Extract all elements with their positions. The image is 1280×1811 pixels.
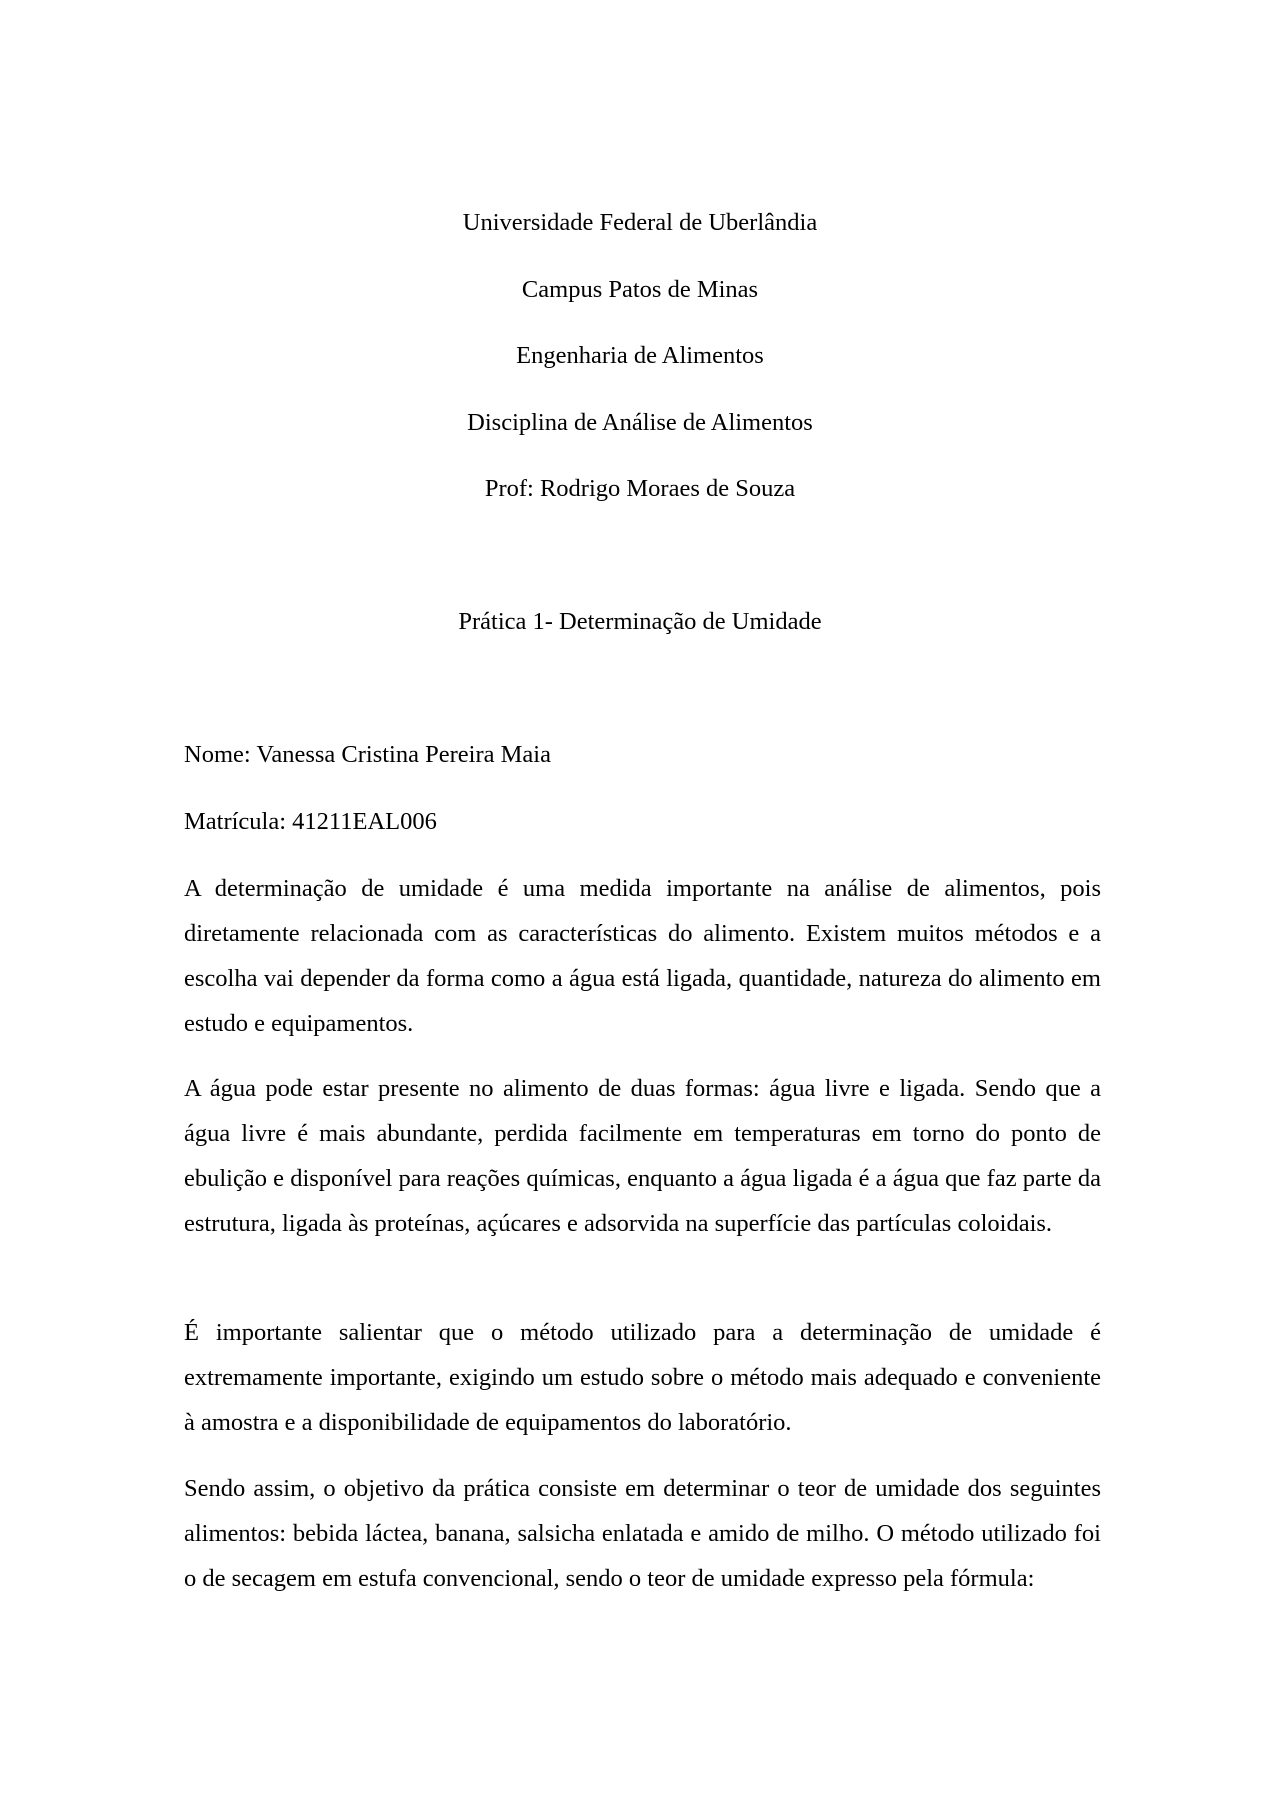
student-registration: Matrícula: 41211EAL006 <box>184 808 437 835</box>
paragraph-objective: Sendo assim, o objetivo da prática consiste em determinar o teor de umidade dos seguintes alimentos: bebida láctea, banana, salsicha enlatada e amido de milho. O método utilizado foi o de secagem em estufa convencional, sendo o teor de umidade expresso pela fórmula: <box>184 1475 1101 1592</box>
paragraph-intro: A determinação de umidade é uma medida importante na análise de alimentos, pois diretamente relacionada com as características do alimento. Existem muitos métodos e a escolha vai depender da forma como a água está ligada, quantidade, natureza do alimento em estudo e equipamentos. <box>184 875 1101 1037</box>
campus-name: Campus Patos de Minas <box>521 276 759 303</box>
paragraph-water-forms: A água pode estar presente no alimento de duas formas: água livre e ligada. Sendo que a água livre é mais abundante, perdida facilmente em temperaturas em torno do ponto de ebulição e disponível para reações químicas, enquanto a água ligada é a água que faz parte da estrutura, ligada às proteínas, açúcares e adsorvida na superfície das partículas coloidais. <box>184 1075 1101 1237</box>
document-title: Prática 1- Determinação de Umidade <box>458 608 822 635</box>
university-name: Universidade Federal de Uberlândia <box>462 209 818 236</box>
professor-name: Prof: Rodrigo Moraes de Souza <box>484 475 796 502</box>
discipline-name: Disciplina de Análise de Alimentos <box>467 409 813 436</box>
paragraph-method-importance: É importante salientar que o método utilizado para a determinação de umidade é extremamente importante, exigindo um estudo sobre o método mais adequado e conveniente à amostra e a disponibilidade de equipamentos do laboratório. <box>184 1319 1101 1436</box>
student-name: Nome: Vanessa Cristina Pereira Maia <box>184 741 551 768</box>
course-name: Engenharia de Alimentos <box>516 342 764 369</box>
